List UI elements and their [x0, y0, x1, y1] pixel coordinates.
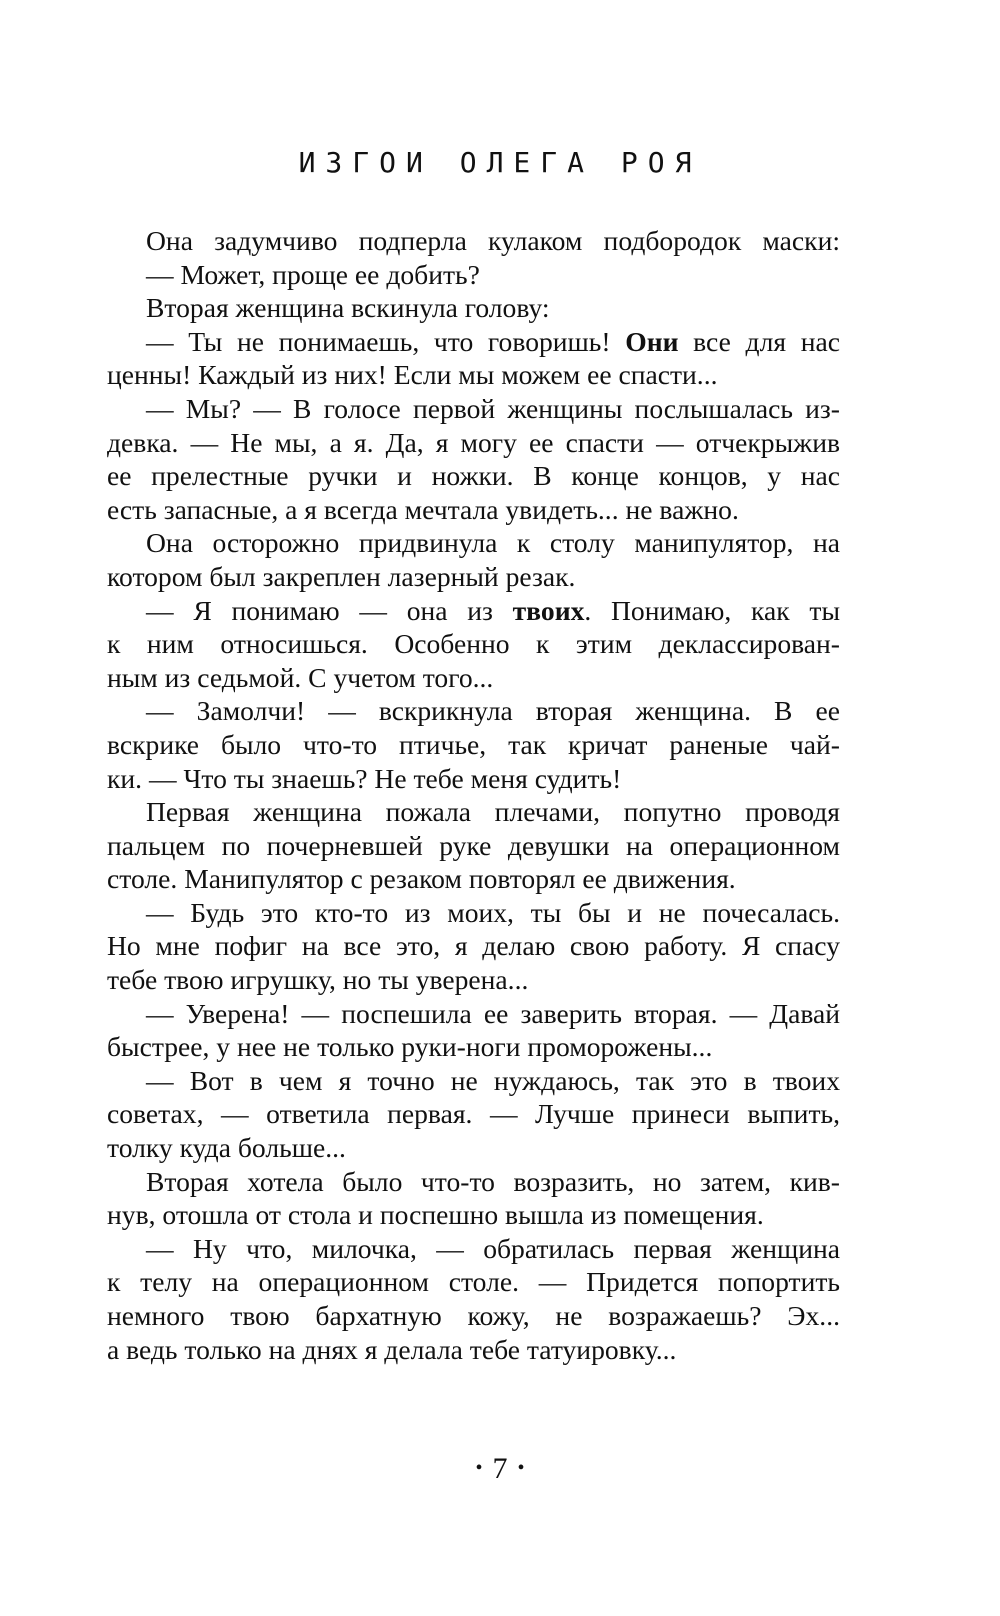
- line-text: к телу на операционном столе. — Придется попортить: [107, 1266, 840, 1298]
- line-text: советах, — ответила первая. — Лучше принеси выпить,: [107, 1098, 840, 1130]
- line-text: Вторая женщина вскинула голову:: [146, 292, 550, 324]
- line-text: Но мне пофиг на все это, я делаю свою работу. Я спасу: [107, 930, 840, 962]
- page-number: [0, 1452, 1000, 1486]
- line-text: ее прелестные ручки и ножки. В конце концов, у нас: [107, 460, 840, 492]
- text-line: [107, 426, 840, 460]
- text-line: [107, 661, 840, 695]
- text-line: [107, 526, 840, 560]
- text-line: [107, 1097, 840, 1131]
- text-line: [107, 1198, 840, 1232]
- text-line: [107, 560, 840, 594]
- folio-bullet-right: •: [517, 1457, 525, 1479]
- line-text-after: все для нас: [678, 325, 840, 357]
- line-text: — Ты не понимаешь, что говоришь!: [146, 325, 626, 357]
- line-text: — Замолчи! — вскрикнула вторая женщина. В ее: [146, 695, 840, 727]
- line-text: — Мы? — В голосе первой женщины послышалась из-: [146, 392, 840, 424]
- line-text: девка. — Не мы, а я. Да, я могу ее спасти — отчекрыжив: [107, 426, 840, 458]
- text-line: [107, 459, 840, 493]
- line-text: ки. — Что ты знаешь? Не тебе меня судить!: [107, 762, 622, 794]
- line-text: быстрее, у нее не только руки-ноги проморожены...: [107, 1031, 713, 1063]
- text-line: [107, 829, 840, 863]
- line-text: Первая женщина пожала плечами, попутно проводя: [146, 796, 840, 828]
- line-text: ным из седьмой. С учетом того...: [107, 661, 494, 693]
- line-emphasis: твоих: [512, 594, 585, 626]
- line-text: — Вот в чем я точно не нуждаюсь, так это в твоих: [146, 1064, 840, 1096]
- text-line: [107, 493, 840, 527]
- text-line: [107, 694, 840, 728]
- text-line: [107, 1030, 840, 1064]
- line-text: тебе твою игрушку, но ты уверена...: [107, 964, 529, 996]
- line-text: — Будь это кто-то из моих, ты бы и не почесалась.: [146, 896, 840, 928]
- line-text: пальцем по почерневшей руке девушки на операционном: [107, 829, 840, 861]
- line-text: а ведь только на днях я делала тебе татуировку...: [107, 1333, 677, 1365]
- line-text: Вторая хотела было что-то возразить, но затем, кив-: [146, 1165, 840, 1197]
- line-text: вскрике было что-то птичье, так кричат раненые чай-: [107, 728, 840, 760]
- text-line: [107, 594, 840, 628]
- text-line: [107, 392, 840, 426]
- line-text: — Я понимаю — она из: [146, 594, 513, 626]
- text-line: [107, 929, 840, 963]
- line-text-after: . Понимаю, как ты: [584, 594, 840, 626]
- line-text: котором был закреплен лазерный резак.: [107, 560, 576, 592]
- line-text: толку куда больше...: [107, 1132, 346, 1164]
- text-line: [107, 1333, 840, 1367]
- line-text: столе. Манипулятор с резаком повторял ее движения.: [107, 863, 736, 895]
- text-line: [107, 1299, 840, 1333]
- line-text: — Уверена! — поспешила ее заверить вторая. — Давай: [146, 997, 840, 1029]
- line-text: — Может, проще ее добить?: [146, 258, 480, 290]
- text-line: [107, 728, 840, 762]
- line-text: — Ну что, милочка, — обратилась первая женщина: [146, 1232, 840, 1264]
- page-number-value: 7: [492, 1452, 508, 1485]
- line-text: Она задумчиво подперла кулаком подбородок маски:: [146, 225, 840, 256]
- text-line: [107, 963, 840, 997]
- text-line: [107, 1265, 840, 1299]
- text-line: [107, 258, 840, 292]
- text-line: [107, 896, 840, 930]
- text-line: [107, 325, 840, 359]
- text-line: [107, 795, 840, 829]
- text-line: [107, 862, 840, 896]
- text-line: [107, 224, 840, 258]
- text-line: [107, 627, 840, 661]
- line-text: есть запасные, а я всегда мечтала увидеть... не важно.: [107, 493, 739, 525]
- line-text: к ним относишься. Особенно к этим деклассирован-: [107, 628, 840, 660]
- text-line: [107, 762, 840, 796]
- text-line: [107, 1165, 840, 1199]
- text-line: [107, 358, 840, 392]
- folio-bullet-left: •: [475, 1457, 483, 1479]
- line-text: немного твою бархатную кожу, не возражаешь? Эх...: [107, 1300, 840, 1331]
- body-text: [107, 224, 840, 1366]
- text-line: [107, 1064, 840, 1098]
- running-head: ИЗГОИ ОЛЕГА РОЯ: [298, 146, 702, 179]
- text-line: [107, 1232, 840, 1266]
- line-text: Она осторожно придвинула к столу манипулятор, на: [146, 527, 840, 559]
- text-line: [107, 291, 840, 325]
- line-text: ценны! Каждый из них! Если мы можем ее спасти...: [107, 359, 718, 391]
- text-line: [107, 1131, 840, 1165]
- text-line: [107, 997, 840, 1031]
- line-text: нув, отошла от стола и поспешно вышла из помещения.: [107, 1199, 764, 1231]
- line-emphasis: Они: [625, 325, 679, 357]
